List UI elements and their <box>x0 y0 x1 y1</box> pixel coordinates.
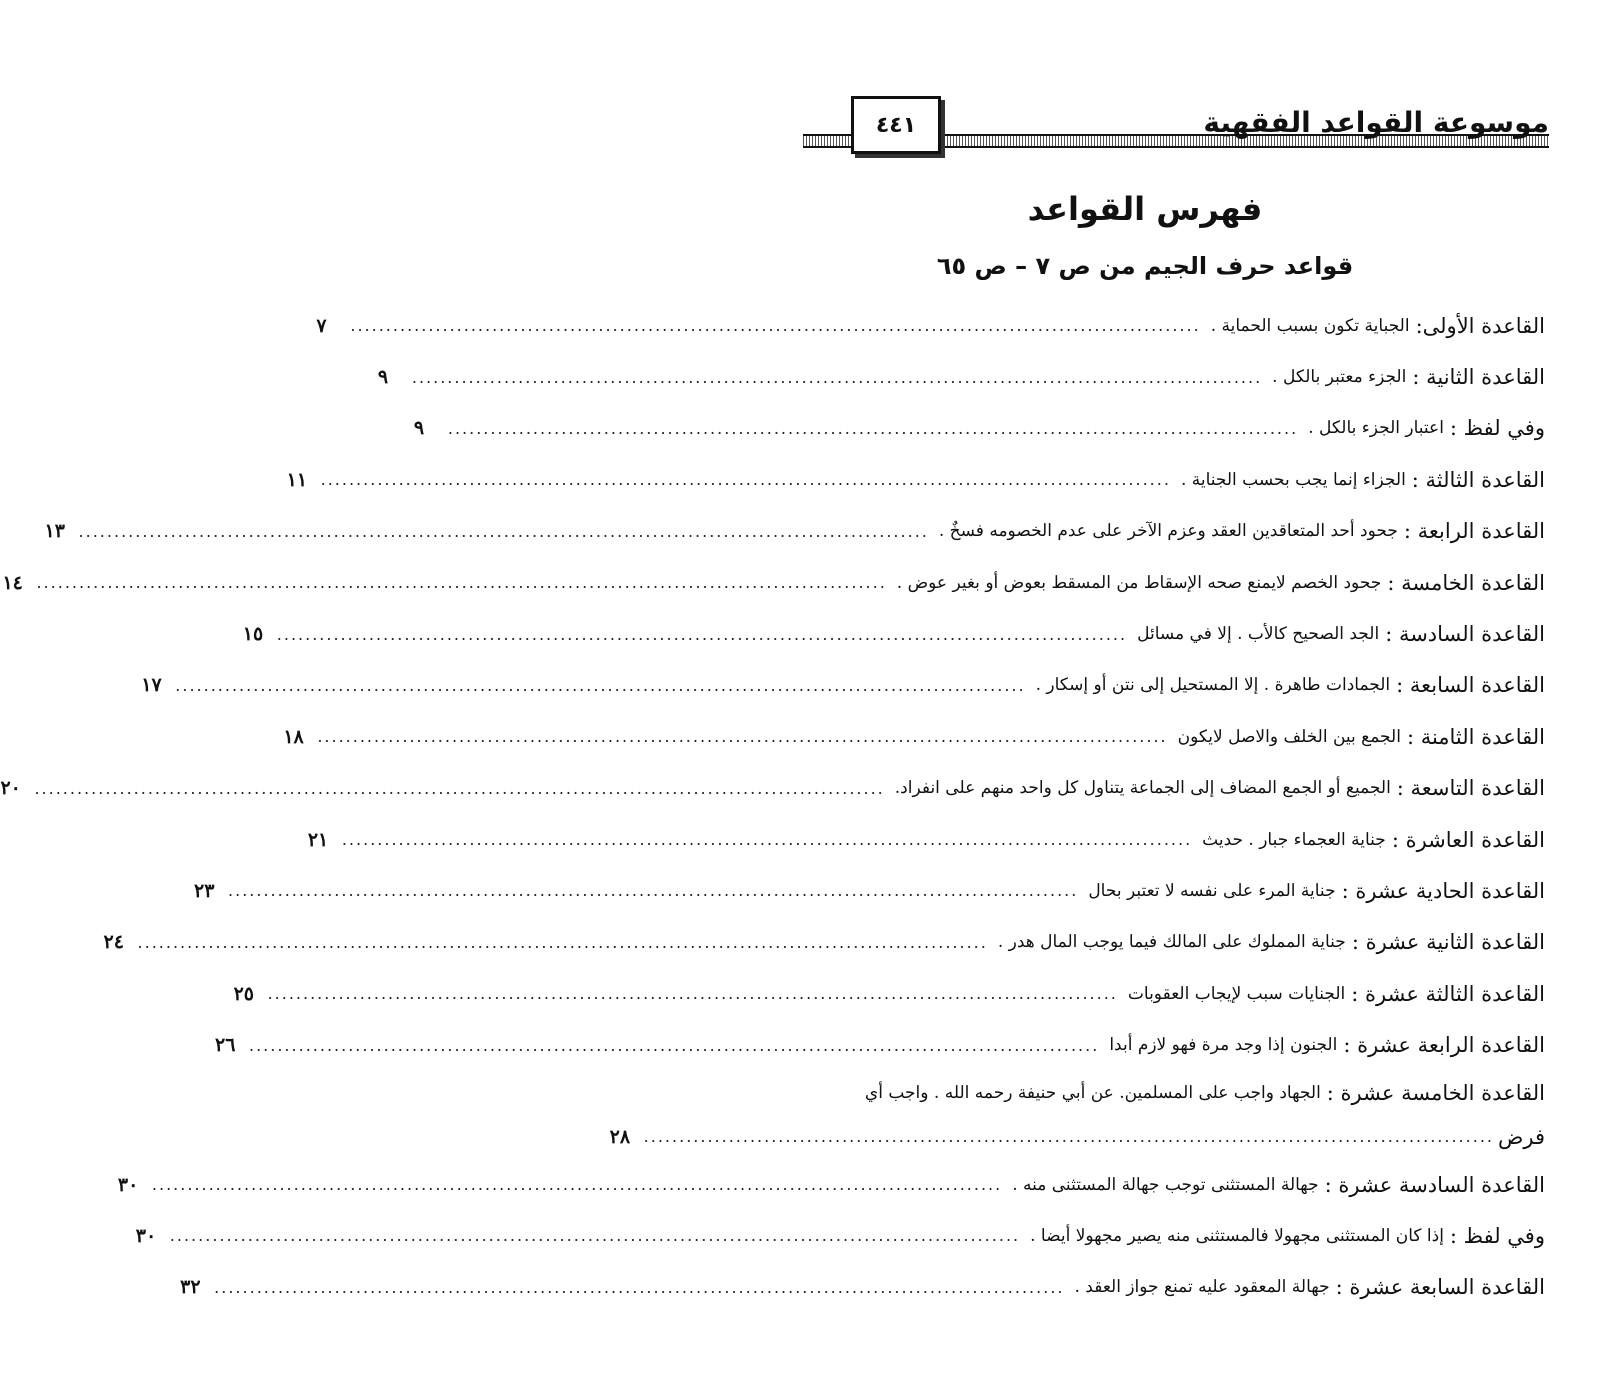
leader-dots: ........................................................................................................................ <box>249 1035 1100 1055</box>
index-entry <box>194 865 1545 916</box>
index-entry <box>44 506 1545 557</box>
index-entry <box>141 660 1545 711</box>
entry-text: الجباية تكون بسبب الحماية . <box>1210 315 1410 336</box>
entry-page-number: ٢٤ <box>103 931 124 954</box>
index-entry <box>283 711 1545 762</box>
entry-text: الجزء معتبر بالكل . <box>1272 367 1407 388</box>
entry-page-number: ١٤ <box>2 571 23 594</box>
entry-label: القاعدة العاشرة : <box>1391 827 1545 852</box>
entry-text: الجهاد واجب على المسلمين. عن أبي حنيفة رحمه الله . واجب أي <box>864 1082 1321 1103</box>
entry-page-number: ٩ <box>413 417 425 440</box>
entry-page-number: ٧ <box>316 314 327 337</box>
entry-label: القاعدة الرابعة عشرة : <box>1343 1033 1545 1058</box>
entry-label: وفي لفظ : <box>1449 416 1545 441</box>
entry-label: القاعدة الحادية عشرة : <box>1341 878 1545 903</box>
entry-page-number: ٢٨ <box>609 1125 631 1148</box>
leader-dots: ........................................................................................................................ <box>643 1127 1494 1147</box>
entry-text: الجنون إذا وجد مرة فهو لازم أبدا <box>1109 1035 1338 1056</box>
index-entry <box>103 917 1545 968</box>
entry-page-number: ٢١ <box>307 828 329 851</box>
index-entry <box>215 1019 1545 1070</box>
leader-dots: ........................................................................................................................ <box>320 470 1171 490</box>
entry-page-number: ٣٠ <box>117 1173 139 1196</box>
index-entry <box>286 454 1545 505</box>
entry-page-number: ٢٠ <box>0 777 21 800</box>
entry-label: القاعدة الثالثة : <box>1411 467 1545 492</box>
entry-text: الجمع بين الخلف والاصل لايكون <box>1177 726 1401 747</box>
entry-text: جهالة المعقود عليه تمنع جواز العقد . <box>1074 1277 1330 1298</box>
index-entry <box>316 300 1545 351</box>
index-entry <box>413 403 1545 454</box>
entry-label: القاعدة الثانية : <box>1412 365 1545 390</box>
leader-dots: ........................................................................................................................ <box>214 1277 1065 1297</box>
page-header <box>803 96 1549 156</box>
entry-text: جناية العجماء جبار . حديث <box>1202 829 1386 850</box>
leader-dots: ........................................................................................................................ <box>411 367 1263 387</box>
entry-label: القاعدة التاسعة : <box>1396 776 1545 801</box>
leader-dots: ........................................................................................................................ <box>78 521 929 541</box>
index-title: فهرس القواعد <box>1027 190 1263 228</box>
entry-label: القاعدة السادسة : <box>1385 622 1545 647</box>
leader-dots: ........................................................................................................................ <box>341 830 1193 850</box>
header-title: موسوعة القواعد الفقهية <box>1203 106 1549 139</box>
entry-label: القاعدة الخامسة عشرة : <box>1326 1080 1545 1105</box>
index-entry <box>377 351 1545 402</box>
entry-label: القاعدة الثالثة عشرة : <box>1351 981 1545 1006</box>
entry-text: جناية المملوك على المالك فيما يوجب المال هدر . <box>997 932 1346 953</box>
entry-page-number: ٣٠ <box>135 1224 157 1247</box>
entry-label: القاعدة الأولى: <box>1415 313 1545 338</box>
entry-page-number: ١٧ <box>141 674 162 697</box>
index-entry <box>233 968 1545 1019</box>
entry-text: جحود أحد المتعاقدين العقد وعزم الآخر على عدم الخصومه فسخٌ . <box>938 521 1398 542</box>
index-entry <box>2 557 1545 608</box>
leader-dots: ........................................................................................................................ <box>228 881 1079 901</box>
entry-page-number: ١٣ <box>44 520 65 543</box>
entry-page-number: ١١ <box>286 468 308 491</box>
entry-text: الجميع أو الجمع المضاف إلى الجماعة يتناول كل واحد منهم على انفراد. <box>894 778 1391 799</box>
leader-dots: ........................................................................................................................ <box>317 727 1168 747</box>
entry-text: جناية المرء على نفسه لا تعتبر بحال <box>1088 880 1336 901</box>
page-number: ٤٤١ <box>851 96 941 154</box>
entry-page-number: ١٥ <box>242 623 264 646</box>
index-entry <box>117 1159 1545 1210</box>
entry-label: القاعدة السادسة عشرة : <box>1324 1172 1545 1197</box>
entry-text: الجمادات طاهرة . إلا المستحيل إلى نتن أو إسكار . <box>1035 675 1391 696</box>
entry-page-number: ٢٣ <box>194 879 215 902</box>
entry-label: القاعدة الثامنة : <box>1406 724 1545 749</box>
index-entry <box>0 763 1545 814</box>
entry-page-number: ٢٦ <box>215 1034 236 1057</box>
entry-label: القاعدة الخامسة : <box>1387 570 1545 595</box>
entry-label: وفي لفظ : <box>1449 1223 1545 1248</box>
index-entry <box>242 608 1545 659</box>
leader-dots: ........................................................................................................................ <box>447 418 1299 438</box>
entry-label: القاعدة الرابعة : <box>1403 519 1545 544</box>
section-subtitle: قواعد حرف الجيم من ص ٧ – ص ٦٥ <box>936 252 1354 280</box>
entry-text: إذا كان المستثنى مجهولا فالمستثنى منه يصير مجهولا أيضا . <box>1030 1225 1444 1246</box>
leader-dots: ........................................................................................................................ <box>34 778 885 798</box>
index-entry <box>135 1210 1545 1261</box>
entry-page-number: ٩ <box>377 366 389 389</box>
entry-text: الجنايات سبب لإيجاب العقوبات <box>1127 983 1346 1004</box>
entry-text: فرض <box>1497 1124 1545 1149</box>
index-entry <box>609 1115 1545 1159</box>
entry-label: القاعدة السابعة عشرة : <box>1335 1275 1545 1300</box>
leader-dots: ........................................................................................................................ <box>350 316 1201 336</box>
entry-text: الجزاء إنما يجب بحسب الجناية . <box>1180 469 1406 490</box>
leader-dots: ........................................................................................................................ <box>137 932 988 952</box>
entry-text: جحود الخصم لايمنع صحه الإسقاط من المسقط بعوض أو بغير عوض . <box>896 572 1382 593</box>
entry-text: اعتبار الجزء بالكل . <box>1308 418 1444 439</box>
index-entry <box>180 1262 1545 1313</box>
entry-page-number: ٣٢ <box>180 1276 201 1299</box>
leader-dots: ........................................................................................................................ <box>151 1175 1003 1195</box>
index-entries <box>0 300 1545 1313</box>
entry-text: الجد الصحيح كالأب . إلا في مسائل <box>1137 624 1380 645</box>
index-entry <box>307 814 1545 865</box>
leader-dots: ........................................................................................................................ <box>276 624 1128 644</box>
entry-text: جهالة المستثنى توجب جهالة المستثنى منه . <box>1012 1174 1319 1195</box>
entry-page-number: ١٨ <box>283 725 304 748</box>
index-entry <box>797 1071 1545 1115</box>
leader-dots: ........................................................................................................................ <box>169 1226 1021 1246</box>
entry-page-number: ٢٥ <box>233 982 254 1005</box>
leader-dots: ........................................................................................................................ <box>36 573 887 593</box>
leader-dots: ........................................................................................................................ <box>267 984 1118 1004</box>
entry-label: القاعدة السابعة : <box>1396 673 1545 698</box>
leader-dots: ........................................................................................................................ <box>175 675 1026 695</box>
entry-label: القاعدة الثانية عشرة : <box>1351 930 1545 955</box>
